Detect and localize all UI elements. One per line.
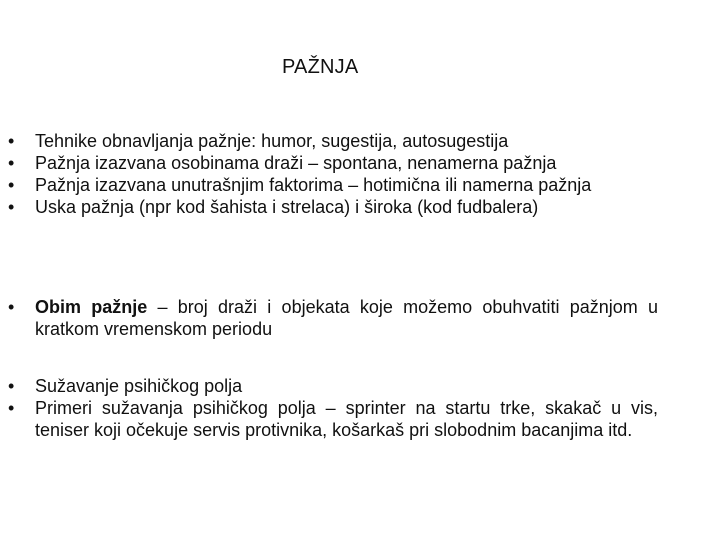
- bullet-text: Pažnja izazvana osobinama draži – spontana, nenamerna pažnja: [35, 153, 557, 173]
- bullet-text: Pažnja izazvana unutrašnjim faktorima – hotimična ili namerna pažnja: [35, 175, 592, 195]
- bullet-icon: •: [8, 131, 15, 151]
- bullet-item: [0, 130, 658, 152]
- bullet-icon: •: [8, 175, 15, 195]
- bullet-item: [0, 397, 658, 441]
- bullet-icon: •: [8, 376, 15, 396]
- bullet-item: [0, 152, 658, 174]
- bullet-item: [0, 375, 658, 397]
- bullet-icon: •: [8, 398, 15, 418]
- bullet-group-3: [0, 375, 658, 441]
- bullet-text: – broj draži i objekata koje možemo obuhvatiti pažnjom u kratkom vremenskom periodu: [35, 297, 658, 339]
- bullet-text: Uska pažnja (npr kod šahista i strelaca) i široka (kod fudbalera): [35, 197, 539, 217]
- bullet-item-attention-span: [0, 296, 658, 340]
- slide-title: PAŽNJA: [282, 56, 359, 78]
- bold-term: Obim pažnje: [35, 297, 148, 317]
- bullet-icon: •: [8, 297, 15, 317]
- bullet-text: Sužavanje psihičkog polja: [35, 376, 243, 396]
- bullet-item: [0, 174, 658, 196]
- bullet-text: Primeri sužavanja psihičkog polja – sprinter na startu trke, skakač u vis, teniser koji očekuje servis protivnika, košarkaš pri slobodnim bacanjima itd.: [35, 398, 658, 440]
- bullet-item: [0, 196, 658, 218]
- bullet-text: Tehnike obnavljanja pažnje: humor, sugestija, autosugestija: [35, 131, 509, 151]
- bullet-group-2: [0, 296, 658, 340]
- bullet-group-1: [0, 130, 658, 218]
- bullet-icon: •: [8, 153, 15, 173]
- bullet-icon: •: [8, 197, 15, 217]
